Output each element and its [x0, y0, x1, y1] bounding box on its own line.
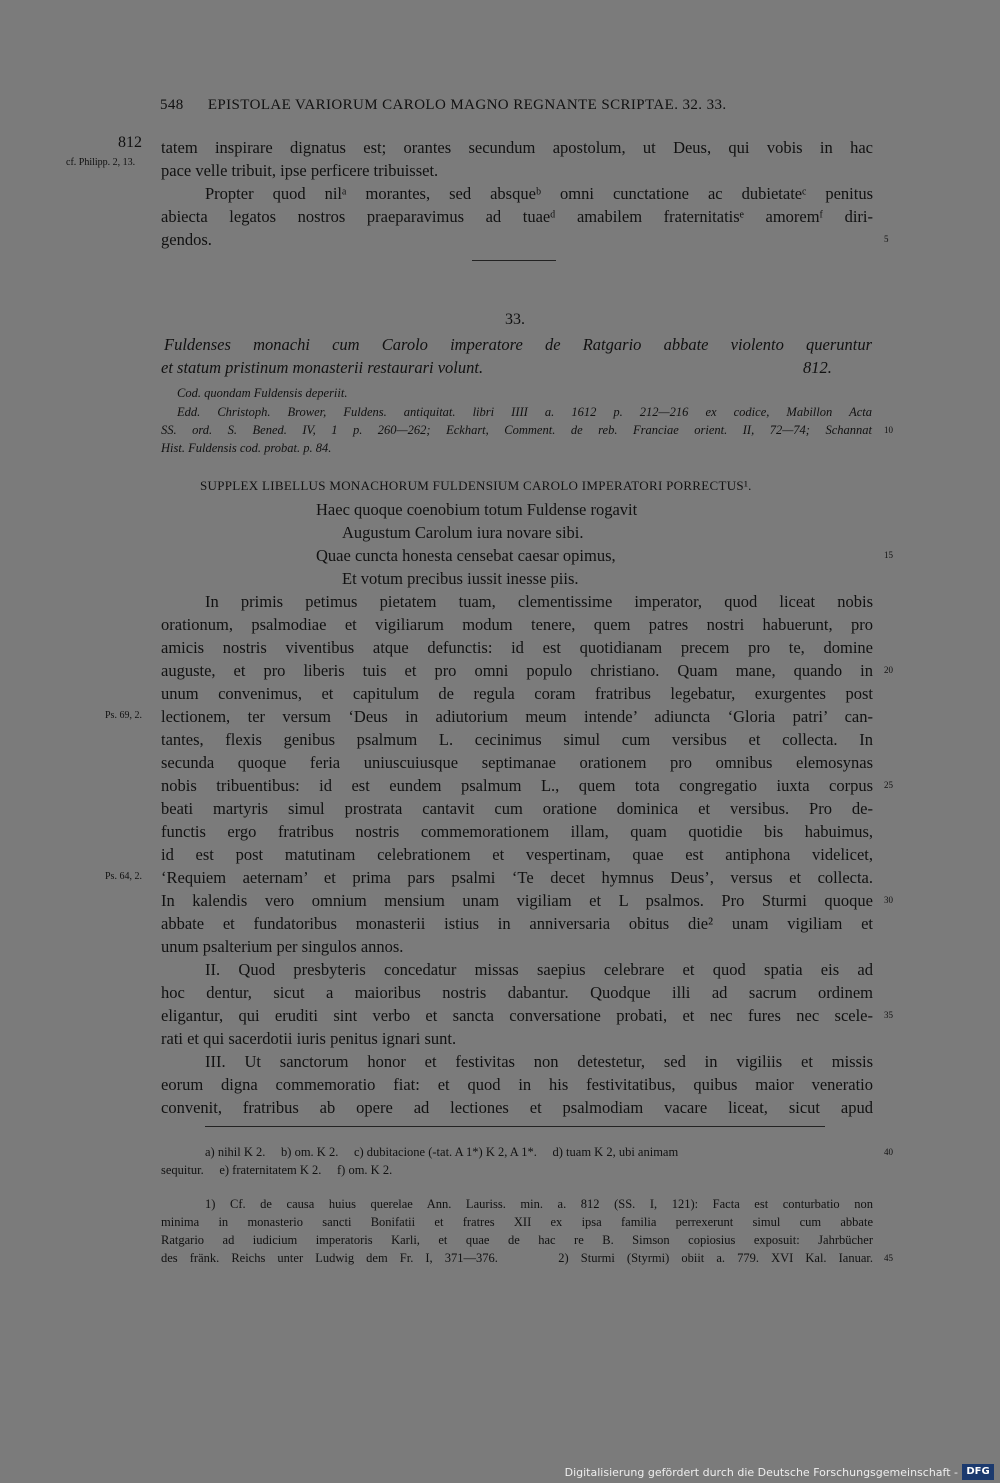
- verse-line: Augustum Carolum iura novare sibi.: [342, 523, 584, 542]
- body-line: In primis petimus pietatem tuam, clementissime imperator, quod liceat nobis: [205, 592, 873, 611]
- text-line: gendos.: [161, 230, 212, 249]
- footnote-divider: [205, 1126, 825, 1127]
- body-line: eligantur, qui eruditi sint verbo et sancta conversatione probati, et nec fures nec scele-: [161, 1006, 873, 1025]
- body-line: tantes, flexis genibus psalmum L. cecinimus simul cum versibus et collecta. In: [161, 730, 873, 749]
- section-heading: SUPPLEX LIBELLUS MONACHORUM FULDENSIUM CAROLO IMPERATORI PORRECTUS¹.: [200, 478, 752, 493]
- running-title: EPISTOLAE VARIORUM CAROLO MAGNO REGNANTE SCRIPTAE. 32. 33.: [207, 97, 727, 113]
- body-line: beati martyris simul prostrata cantavit cum oratione dominica et versibus. Pro de-: [161, 799, 873, 818]
- body-line: secunda quoque feria uniuscuiusque septimanae orationem pro omnibus elemosynas: [161, 753, 873, 772]
- body-line: ‘Requiem aeternam’ et prima pars psalmi ‘Te decet hymnus Deus’, versus et collecta.: [161, 868, 873, 887]
- section-divider: [472, 260, 556, 261]
- source-note: Hist. Fuldensis cod. probat. p. 84.: [161, 441, 332, 455]
- body-line: rati et qui sacerdotii iuris penitus ignari sunt.: [161, 1029, 457, 1048]
- apparatus-line: a) nihil K 2. b) om. K 2. c) dubitacione (-tat. A 1*) K 2, A 1*. d) tuam K 2, ubi animam: [205, 1145, 679, 1159]
- body-line: hoc dentur, sicut a maioribus nostris dabantur. Quodque illi ad sacrum ordinem: [161, 983, 873, 1002]
- body-line: orationum, psalmodiae et vigiliarum modum tenere, quem patres nostri habuerunt, pro: [161, 615, 873, 634]
- body-line: lectionem, ter versum ‘Deus in adiutorium meum intende’ adiuncta ‘Gloria patri’ can-: [161, 707, 873, 726]
- footnote-line: Ratgario ad iudicium imperatoris Karli, et quae de hac re B. Simson copiosius exposuit: Jahrbücher: [161, 1233, 873, 1247]
- footnote-line: 1) Cf. de causa huius querelae Ann. Lauriss. min. a. 812 (SS. I, 121): Facta est conturbatio non: [205, 1197, 873, 1211]
- verse-line: Quae cuncta honesta censebat caesar opimus,: [316, 546, 616, 565]
- line-number: 45: [884, 1253, 893, 1263]
- page-number: 548: [160, 97, 184, 113]
- body-line: amicis nostris viventibus atque defunctis: id est quotidianam precem pro te, domine: [161, 638, 873, 657]
- source-note: SS. ord. S. Bened. IV, 1 p. 260—262; Eckhart, Comment. de reb. Franciae orient. II, 72—74; Schannat: [161, 423, 872, 437]
- apparatus-line: sequitur. e) fraternitatem K 2. f) om. K 2.: [161, 1163, 393, 1177]
- line-number: 25: [884, 780, 893, 790]
- text-line: tatem inspirare dignatus est; orantes secundum apostolum, ut Deus, qui vobis in hac: [161, 138, 873, 157]
- body-line: eorum digna commemoratio fiat: et quod in his festivitatibus, quibus maior veneratio: [161, 1075, 873, 1094]
- margin-year: 812: [118, 134, 142, 151]
- document-title-cont: et statum pristinum monasterii restaurari volunt.: [161, 358, 484, 377]
- line-number: 35: [884, 1010, 893, 1020]
- footnote-line: minima in monasterio sancti Bonifatii et fratres XII ex ipsa familia perrexerunt simul cum abbate: [161, 1215, 873, 1229]
- body-line: II. Quod presbyteris concedatur missas saepius celebrare et quod spatia eis ad: [205, 960, 873, 979]
- body-line: functis ergo fratribus nostris commemorationem illam, quam quotidie bis habuimus,: [161, 822, 873, 841]
- body-line: abbate et fundatoribus monasterii istius in anniversaria obitus die² unam vigiliam et: [161, 914, 873, 933]
- body-line: convenit, fratribus ab opere ad lectiones et psalmodiam vacare liceat, sicut apud: [161, 1098, 873, 1117]
- body-line: unum convenimus, et capitulum de regula coram fratribus legebatur, exurgentes post: [161, 684, 873, 703]
- source-note: Edd. Christoph. Brower, Fuldens. antiquitat. libri IIII a. 1612 p. 212—216 ex codice, Mabillon Acta: [177, 405, 872, 419]
- margin-ref-philipp: cf. Philipp. 2, 13.: [66, 157, 136, 168]
- text-line: Propter quod nilᵃ morantes, sed absqueᵇ omni cunctatione ac dubietateᶜ penitus: [205, 184, 873, 203]
- line-number: 10: [884, 425, 893, 435]
- body-line: In kalendis vero omnium mensium unam vigiliam et L psalmos. Pro Sturmi quoque: [161, 891, 873, 910]
- line-number: 20: [884, 665, 893, 675]
- body-line: nobis tribuentibus: id est eundem psalmum L., quem tota congregatio iuxta corpus: [161, 776, 873, 795]
- verse-line: Et votum precibus iussit inesse piis.: [342, 569, 579, 588]
- dfg-logo: DFG: [962, 1464, 994, 1480]
- line-number: 15: [884, 550, 893, 560]
- source-note: Cod. quondam Fuldensis deperiit.: [177, 386, 348, 400]
- document-title: Fuldenses monachi cum Carolo imperatore de Ratgario abbate violento queruntur: [164, 335, 872, 354]
- body-line: III. Ut sanctorum honor et festivitas non detestetur, sed in vigiliis et missis: [205, 1052, 873, 1071]
- margin-ref-ps69: Ps. 69, 2.: [105, 710, 142, 721]
- line-number: 30: [884, 895, 893, 905]
- funding-credit: Digitalisierung gefördert durch die Deutsche Forschungsgemeinschaft -: [564, 1466, 958, 1479]
- verse-line: Haec quoque coenobium totum Fuldense rogavit: [316, 500, 638, 519]
- document-number: 33.: [505, 311, 525, 328]
- footnote-line: des fränk. Reichs unter Ludwig dem Fr. I, 371—376. 2) Sturmi (Styrmi) obiit a. 779. XVI Kal. Ianuar.: [161, 1251, 873, 1265]
- body-line: unum psalterium per singulos annos.: [161, 937, 404, 956]
- document-year: 812.: [803, 358, 832, 377]
- running-header: [160, 97, 727, 114]
- line-number: 5: [884, 234, 889, 244]
- line-number: 40: [884, 1147, 893, 1157]
- body-line: id est post matutinam celebrationem et vespertinam, quae est antiphona videlicet,: [161, 845, 873, 864]
- text-line: pace velle tribuit, ipse perficere tribuisset.: [161, 161, 439, 180]
- text-line: abiecta legatos nostros praeparavimus ad tuaeᵈ amabilem fraternitatisᵉ amoremᶠ diri-: [161, 207, 873, 226]
- margin-ref-ps64: Ps. 64, 2.: [105, 871, 142, 882]
- body-line: auguste, et pro liberis tuis et pro omni populo christiano. Quam mane, quando in: [161, 661, 873, 680]
